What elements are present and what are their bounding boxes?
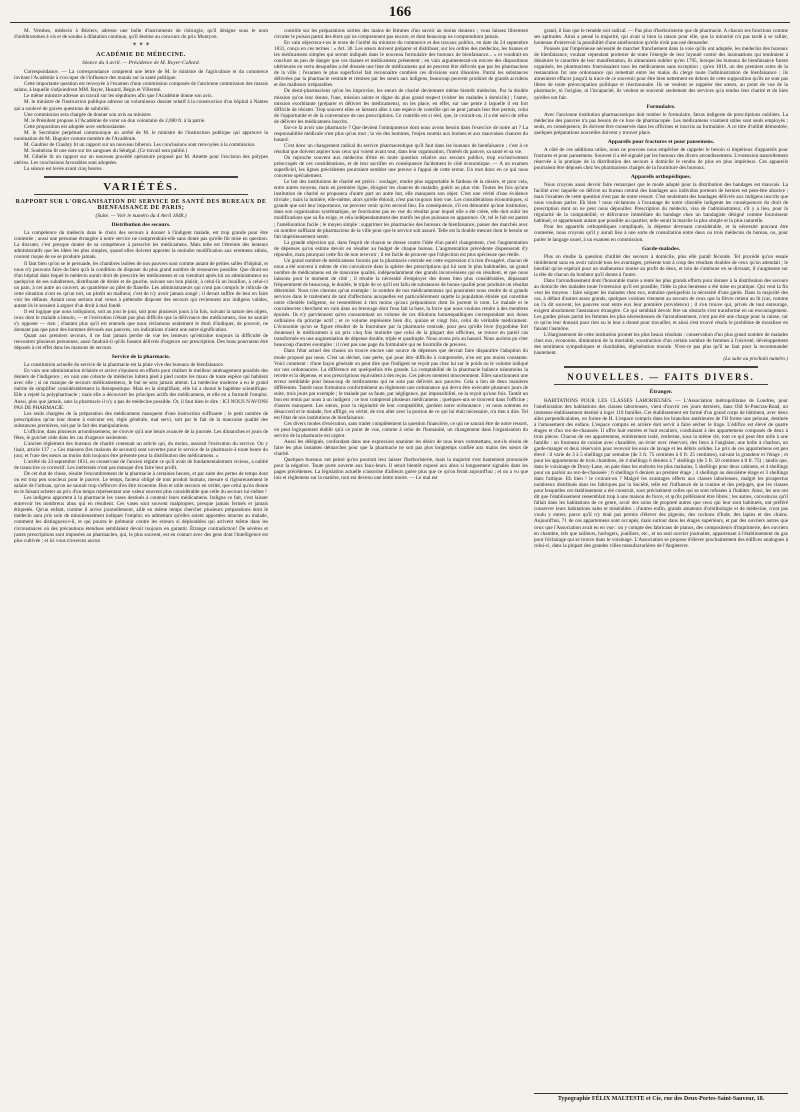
academy-para: M. Soubeiran lit une note sur les sangsues du Sénégal. (Ce travail sera publié.) bbox=[24, 147, 188, 154]
academy-session: Séance du 4 avril. — Présidence de M. Royer-Collard. bbox=[82, 60, 200, 67]
academy-para: Cette importante question est renvoyée à l'examen d'une commission composée de l'ancienne commission des marais salans, à laquelle s'adjoindront MM. Rayer, Huzard, Bégin et Villermé. bbox=[14, 81, 268, 94]
academy-para: M. le Secrétaire perpétuel communique un arrêté de M. le ministre de l'instruction publique qui approuve la nomination de M. Huguier comme membre de l'Académie. bbox=[14, 129, 268, 142]
academy-title: ACADÉMIE DE MÉDECINE. bbox=[96, 52, 186, 59]
ortho-para: Nous croyons aussi devoir faire remarquer que le mode adopté pour la distribution des bandages est mauvais. La facilité avec laquelle on délivre au bureau central des bandages aux individus porteurs de hernies est peut-être abusive ; mais l'examen de cette question n'est pas de notre ressort. C'est seulement des bandages délivrés aux indigens inscrits que nous voulons parler. Eh bien ! nous réclamons à l'avantage de notre clientèle indigente les conséquences du droit de prescription dont on ne peut nous dépouiller. Prescription du médecin, visa de l'administrateur, s'il y a lieu, pour la régularité de la comptabilité, et délivrance immédiate du bandage chez un bandagiste désigné comme fournisseur habituel, et appartenant autant que possible au quartier, telle serait la marche la plus simple et la plus naturelle. bbox=[534, 182, 788, 225]
body-para: Ces divers modes d'exécution, sans traiter complètement la question financière, ce qui ne saurait être de notre ressort, on peut logiquement établir qu'à ce point de vue, comme à celui de l'humanité, un changement dans l'organisation du service de la pharmacie est urgent. bbox=[274, 421, 528, 440]
body-para: grand, il faut que le remède soit radical. — Pas plus d'herboristerie que de pharmacie. A chacun ses fonctions comme ses aptitudes. Ainsi a pensé la majorité, qui avait si bien la raison pour elle, que la minorité n'a pas tardé à se rallier, honteuse d'entrevoir la possibilité d'une amélioration qu'elle n'eût pas osé demander. bbox=[534, 28, 788, 47]
ortho-title: Appareils orthopédiques. bbox=[630, 174, 692, 181]
continued-note: (La suite au prochain numéro.) bbox=[723, 356, 788, 363]
etranger-title: Étranger. bbox=[649, 389, 673, 396]
distribution-para: La compétence du médecin dans le choix des secours à donner à l'indigent malade, est trop grande pour être contestée ; aussi une personne étrangère à notre service ne comprendrait-elle sans doute pas qu'elle fût mise en question. La discuter, c'est presque douter de sa compétence à prescrire les médicamens. Mais telle est l'étreinte des lenteurs administratifs que les idées les plus simples, quand elles doivent apporter la moindre modification aux erremens admis, courent risque de ne se produire jamais. bbox=[14, 230, 268, 261]
pharmacy-para: La constitution actuelle du service de la pharmacie est la plaie vive des bureaux de bienfaisance. bbox=[24, 362, 224, 369]
body-para: La grande objection qui, dans l'esprit de chacun se dresse contre l'idée d'un pareil changement, c'est l'augmentation de dépenses qu'on estime devoir en résulter au budget de chaque bureau. L'augmentation précédente dispenserait d'y répondre, mais pourquoi cette fin de non recevoir ; il est facile de prouver que l'objection est plus spécieuse que réelle. bbox=[274, 239, 528, 258]
garde-para: L'élargissement de cette institution promet les plus beaux résultats : conservation d'un plus grand nombre de malades chez eux, économie, diminution de la mortalité, soustraction d'un certain nombre de femmes à l'oisiveté, développement des sentimens sympathiques et charitables, régénération morale. N'est-ce pas plus qu'il ne faut pour la recommander hautement. bbox=[534, 332, 788, 357]
ortho-para: Pour les appareils orthopédiques compliqués, la dépense devenant considérable, et la nécessité pouvant être contestée, nous croyons qu'il y aurait lieu à une sorte de consultation entre deux ou trois médecins du bureau, ou, pour parler le langage usuel, à un examen en commission. bbox=[534, 224, 788, 243]
habitations-para: HABITATIONS POUR LES CLASSES LABORIEUSES. — L'Association métropolitaine de Londres, pour l'amélioration des habitations des classes laborieuses, vient d'ouvrir ces jours derniers, dans Old St-Pancras-Road, un immense établissement destiné à loger 110 familles. Cet établissement est formé d'un grand corps de bâtiment, avec deux ailes perpendiculaires, en forme de H. L'espace compris dans les branches antérieures de l'H forme une pelouse, destinée à l'amusement des enfans. L'espace compris en arrière doit servir à faire sécher le linge. L'édifice est élevé de quatre étages et d'un rez-de-chaussée. Il offre huit entrées et huit escaliers, conduisant à des appartemens composés de deux à trois pièces. Chacun de ces appartemens, entièrement isolé, renferme, sous la même clé, tout ce qui peut être utile à une famille : un fourneau de cuisine avec chaudière, un évier avec réservoir, des lieux à l'anglaise, une boîte à charbon, un garde-manger et deux réservoirs pour recevoir les eaux de lavage et les débris solides. Le prix de ces appartemens est peu élevé : il varie de 3 à 5 shellings par semaine (de 3 fr. 75 centimes à 6 fr. 25 centimes), suivant la grandeur et l'étage ; et pour les appartemens de trois chambres, de 4 shellings 6 deniers à 7 shellings (de 5 fr. 50 centimes à 8 fr. 75) ; tandis que, dans le voisinage de Drury-Lane, on paie dans les endroits les plus malsains, 5 shellings pour deux cabinets, et 4 shellings pour un parloir au rez-de-chaussée ; 6 shellings 6 deniers au premier étage ; 4 shellings au deuxième étage et 3 shellings dans l'attique. Eh bien ! le croirait-on ? Malgré les avantages offerts aux classes laborieuses, malgré les prospectus nombreux distribués dans les fabriques par la Société, telle est l'influence de la routine et des préjugés, que les classes pour lesquelles cet établissement a été construit, sont précisément celles qui se sont refusées à l'habiter. Ainsi, les uns ont dit que l'établissement ressemblait trop à une maison de force, et qu'ils préféraient être libres ; les autres, convaincus qu'il fallait dans les habitations de ce genre, avoir des soins de propreté autres que ceux qui leur sont habituels, ont préféré conserver leurs habitations sales et misérables ; d'autres enfin, grands amateurs d'ornithologie et de médecine, n'ont pas voulu y entrer, parce qu'il n'y était pas permis d'élever des pigeons, des cochons d'Inde, des lapins et des chiens. Aujourd'hui, 71 de ces appartemens sont occupés, mais surtout dans les étages supérieurs, et par des ouvriers autres que ceux que l'Association avait eu en vue : on y compte des fabricans de pianos, des compositeurs d'imprimerie, des ouvriers en chambre, tels que tailleurs, horlogers, joailliers, etc., et un seul ouvrier journalier, appartenant à l'établissement du gaz pour l'éclairage qui se trouve dans le voisinage. L'Association se propose d'élever prochainement des édifices analogues à celui-ci, dans la plupart des grandes villes manufacturières de l'Angleterre. bbox=[534, 397, 788, 549]
academy-para: Cette proposition est adoptée avec enthousiasme. bbox=[24, 123, 126, 130]
pharmacy-para: Les seuls chargées de la préparation des médicamens manquent d'une instruction suffisante ; le petit nombre de prescriptions qu'on leur donne à exécuter est, règle générale, mal servi, soit par le fait de la mauvaise qualité des substances premières, soit par le fait des manipulations. bbox=[14, 410, 268, 429]
academy-para: La séance est levée avant cinq heures. bbox=[24, 165, 103, 172]
body-para: De demi-pharmaciens qu'on les improvise, les sœurs de charité deviennent même bientôt médecins. Par la double mission qu'on leur donne, l'une, mission sainte et digne du plus grand respect (visiter les malades à domicile) ; l'autre, mission exorbitante (préparer et délivrer les médicamens), on les place, en effet, sur une pente à laquelle il est fort difficile de résister. Trop souvent elles se laissent aller à une espèce de contrôle qui ne peut jamais leur être permis, celui de l'opportunité et de la convenance de nos prescriptions. Ce contrôle est si réel, que, le croirait-on, il a été suivi de refus de délivrer les médicamens inscrits. bbox=[274, 88, 528, 125]
pharmacy-para: L'arrêté du 24 septembre 1831, en conservant de l'ancien régime ce qu'il avait de fondamentalement vicieux, a oublié de transcrire ce correctif. Les intéressés n'ont pas manqué d'en faire leur profit. bbox=[14, 459, 268, 472]
page-number: 166 bbox=[388, 4, 412, 20]
body-para: Quelques bureaux ont pensé qu'on pourrait leur laisser l'herboristerie, mais la majorité s'est hautement prononcée pour la négative. Toute porte ouverte aux faux-leurs. Il serait bientôt exposé aux abus si longuement signalés dans les pages précédentes. La législation actuelle n'autorise d'ailleurs guère plus que ce qu'on ferait aujourd'hui ; et on a vu que lois et règlemens sur la matière, tout est devenu une lettre morte. — Le mal est bbox=[274, 457, 528, 482]
body-para: Dans l'état actuel des choses on trouve encore une source de dépenses que devrait faire disparaître l'adoption du mode proposé par nous. C'est un déchet, une perte, qui pour être difficile à comprendre, n'en est pas moins constante. Voici comment : d'une façon générale on peut dire que l'indigent ne reçoit pas chez lui sur le poids ou le volume indiqué sur nos ordonnances. La différence est quelquefois très grande. La comptabilité de la pharmacie balance néanmoins la recette et la dépense, et nos prescriptions équivalent à des reçus. Ces pièces mentent innocemment. Elles sanctionnent une erreur semblable pour beaucoup de médicamens qui ne sont pas délivrés aux pauvres. Cela a lieu de deux manières différentes. Tantôt nous formulons conformément au règlement une ordonnance qui devra être exécutée plusieurs jours de suite, trois jours par exemple ; le malade par sa faute, par négligence, par impossibilité, ne la reçoit qu'une fois. Tantôt un bon est remis par nous à un indigent ; ce bon comprend plusieurs médicamens ; quelques-uns se trouvent dans l'officine ; d'autres manquent. Les sœurs, pour la régularité de leur comptabilité, gardent notre ordonnance ; et nous sommes en désaccord et le malade, fort affligé, en vérité, de s'en aller avec la portion de ce qui lui était nécessaire, n'a rien à dire. Tel est l'état de nos institutions de bienfaisance. bbox=[274, 348, 528, 421]
academy-para: M. Gaultier de Claubry lit un rapport sur un nouveau biberon. Les conclusions sont renvoyées à la commission. bbox=[24, 141, 256, 148]
column-2 bbox=[274, 28, 528, 1098]
garde-title: Garde-malades. bbox=[641, 245, 681, 252]
distribution-para: Il est logique que nous indiquions, soit au jour le jour, soit pour plusieurs jours à la fois, suivant la nature des objets, ceux dont le malade a besoin, — et l'exécution n'étant pas plus difficile que la délivrance des médicamens, rien ne saurait s'y opposer — rien ; d'autant plus qu'il est entendu que nous réclamons seulement le droit d'indiquer, de pouvoir, ne donnant pas que pour des hommes dévoués aux pauvres, ces indications n'aient une autre signification. bbox=[14, 308, 268, 334]
distribution-para: Quant aux premiers secours, il ne faut jamais perdre de vue les lenteurs qu'entraîne toujours la difficulté de rencontrer plusieurs personnes; aussi faudrait-il qu'ils fussent délivrés d'urgence sur prescription. Des bons pourraient être déposés à cet effet dans les maisons de secours. bbox=[14, 333, 268, 352]
report-subtitle: (Suite. — Voir le numéro du 4 Avril 1848.) bbox=[95, 213, 187, 220]
distribution-para: Il faut bien qu'on se le persuade, les chambres isolées de nos pauvres sont comme autant de petites salles d'hôpital, et nous n'y pouvons faire du bien qu'à la condition de disposer du plus grand nombre de ressources possible. Que dirait-on d'un hôpital dans lequel le médecin aurait droit de prescrire les médicamens et où viendrait après lui un administrateur ou quelqu'un de ses subalternes, distribuant de droite et de gauche, suivant son bon plaisir, à celui-là un bouillon, à celui-ci un pain, à cet autre un couvert, au quatrième un pilet de flanelle. Les administrateurs qui n'ont pas compris le ridicule de cette situation n'ont eu qu'un tort, un plutôt un malheur, c'est de n'y avoir jamais songé ; il devait suffire de leur en faire voir les défauts. Autant nous serions mal venus à prétendre disposer des secours qui reviennent aux indigens valides, autant ils le seraient à arguer d'un droit à mal fondé. bbox=[14, 260, 268, 309]
academy-para: Le même ministre adresse un travail sur les sépultures afin que l'Académie donne son avis. bbox=[24, 93, 213, 100]
academy-para: M. le ministre de l'instruction publique adresse un volumineux dossier relatif à la construction d'un hôpital à Nantes qui a soulevé de graves questions de salubrité. bbox=[14, 99, 268, 112]
section-divider bbox=[34, 194, 248, 195]
body-para: Un grand nombre de médicamens fournis par la pharmacie centrale est cette expression n'a rien d'exagéré, chacun de nous a été souvent à même de s'en convaincre dans la sphère des prescriptions qui lui sont le plus habituelles, un grand nombre de médicamens est de mauvaise qualité, indépendamment des grands inconvéniens qui en résultent, et que nous laissons pour le moment de côté ; il résulte la nécessité d'employer des doses bien plus considérables, dépassant fréquemment de beaucoup, le double, le triple de ce qu'il est fallu de substances de bonne qualité pour produire un résultat déterminé. Nous n'en citerons qu'un exemple : le nombre de nos médicamentaux qui pourraient nous rendre de si grands services dans le traitement de tant d'affections auxquelles est particulièrement sujette la population étiolée qui constitue notre clientèle indigente, ne ressemblent à rien moins qu'aux préparations dont ils portent le nom. Le malade et le convalescent cherchent en vain dans un breuvage dont l'eau fait la base, la force que nous voulons rendre à des membres épuisés. Ils n'y parviennent qu'en consommant un volume de ces dilutions homæopathiques correspondant aux doses ordinaires du principe actif ; et ce volume représente bien dix, quinze et vingt fois, celui du véritable médicament. L'économie qu'on se figure résulter de la fourniture par la pharmacie centrale, pour peu qu'elle livre (hypothèse fort douteuse) le médicament à un prix cinq fois moindre que celui de la plupart des officines, se trouve en pareil cas transformée en une augmentation de dépense double, triple et quadruple. Nous avons pris au hasard. Nous aurions pu citer beaucoup d'autres exemples : il n'est pas une page du formulaire qui ne fourmille de preuves. bbox=[274, 257, 528, 349]
body-para: C'est donc un changement radical du service pharmaceutique qu'il faut dans les bureaux de bienfaisance ; c'est à ce résultat que doivent aspirer tous ceux qui voient avant tout, dans leur organisation, l'intérêt du pauvre, sa santé et sa vie. bbox=[274, 142, 528, 155]
top-rule bbox=[10, 22, 790, 23]
pharmacy-para: De cet état de chose, résulte l'encombrement de la pharmacie à certaines heures, et par suite des pertes de temps dont on est trop peu soucieux pour le pauvre. Le temps, facteur obligé de tout produit humain, mesure si rigoureusement le salaire de l'artisan, qu'on ne saurait trop s'efforcer d'en être économe. Bon et utile secours en vérité, que celui qu'on donne en le faisant acheter au prix d'un temps représentant une valeur souvent plus considérable que celle du secours lui-même ! bbox=[14, 471, 268, 496]
distribution-title: Distribution des secours. bbox=[111, 222, 171, 229]
pharmacy-para: Les indigens apportent à la pharmacie les vases destinés à contenir leurs médicamens. Indigne ce fait, c'est laisser entrevoir les nombreux abus qui en résultent. Ces vases sont souvent malpropres, presque jamais fermés et jamais étiquetés. Qu'un enfant, comme il arrive journellement, aille en même temps chercher plusieurs préparations dont le médecin aura pris soin de minutieusement indiquer l'emploi; en admettant qu'elles soient apportées intactes au malade, comment les distinguera-t-il, et qui pourra le prémunir contre les erreurs si déplorables qui arrivent même dans les circonstances où des précautions étendues semblaient devoir toujours en garantir. Étrange contradiction! De sévères et justes prescriptions sont imposées au pharmacien, qui, le plus souvent, est en contact avec des gens dont l'intelligence est plus cultivée ; et ici vous n'exercez aucun bbox=[14, 495, 268, 544]
garde-para: Plus on étudie la question d'utilité des secours à domicile, plus elle paraît féconde. Tel procédé qu'on essaie timidement sans en avoir calculé tous les avantages, présente tout à coup des résultats doubles de ceux qu'on attendait ; le bienfait qu'on espérait pour un malheureux tourne au profit de deux, et loin de s'atténuer en se divisant, il s'augmente sur la tête de chacun du bonheur qu'il donne à l'autre. bbox=[534, 253, 788, 278]
section-divider bbox=[564, 366, 758, 368]
pharmacy-para: En vain une administration éclairée et active s'épuisera en efforts pour réaliser le meilleur aménagement possible des deniers de l'indigence ; en vain une cohorte de médecins luttera pied à pied contre les maux de toute espèce qui habitent avec elle ; si on manque de secours médicamenteux, le but ne sera jamais atteint. La médecine moderne a eu le grand mérite de simplifier considérablement la thérapeutique. Mais en la simplifiant, elle lui a donné le baptême scientifique. Elle a rejeté la polypharmacie ; mais elle a découvert les principes actifs des médicamens, et elle en a formulé l'emploi. Aussi, plus que jamais, sans la pharmacie il n'y a pas de médecine possible. Or, il faut bien le dire : ICI NOUS N'AVONS PAS DE PHARMACIE. bbox=[14, 368, 268, 411]
academy-para: Correspondance. — La correspondance comprend une lettre de M. le ministre de l'agriculture et du commerce invitant l'Académie à s'occuper de l'influence des marais sur la santé publique. bbox=[14, 69, 268, 82]
pharmacy-para: L'officine, dans plusieurs arrondissemens, ne s'ouvre qu'à une heure avancée de la journée. Les dimanches et jours de fêtes, le guichet cède dans les cas d'urgence seulement. bbox=[14, 428, 268, 441]
academy-para: M. le Président propose à l'Académie de voter un don volontaire de 2,000 fr. à la patrie. bbox=[24, 117, 206, 124]
ornament-divider: ⁕ ⁕ ⁕ bbox=[131, 42, 151, 49]
nouvelles-title: NOUVELLES. — FAITS DIVERS. bbox=[567, 372, 755, 383]
appareils-title: Appareils pour fractures et pour pansemens. bbox=[607, 138, 715, 145]
body-para: Aussi les délégués, confondant dans une expression unanime les désirs de tous leurs commettans, ont-ils résolu de faire les plus instantes démarches pour que la pharmacie ne soit pas plus longtemps confiée aux mains des sœurs de charité. bbox=[274, 439, 528, 458]
pharmacy-title: Service de la pharmacie. bbox=[111, 354, 171, 361]
body-para: Est-ce là avoir une pharmacie ? Que devient l'omnipotence dont nous avons besoin dans l'exercice de notre art ? La responsabilité médicale n'est plus qu'un mot ; la vie des hommes, l'enjeu soumis aux bonnes et aux mauvaises chances du hasard. bbox=[274, 124, 528, 143]
body-para: En vain objectera-t-on le texte de l'arrêté du ministre du commerce et des travaux publics, en date du 24 septembre 1831, conçu en ces termes : « Art. 30. Les sœurs doivent préparer et distribuer, sur les ordres des médecins, les tisanes et les médicamens simples qui seront indiqués dans le nouveau formulaire des bureaux de bienfaisance... » et voudrait-on conclure au peu de danger que ces tisanes et médicamens présentent ; en vain argumenterait-on encore des dispositions ultérieures en vertu desquelles a été dressée une liste de médicamens qui ne peuvent être délivrés que par les pharmaciens de la ville ; l'examen le plus superficiel fait reconnaître combien ces divisions sont illusoires. Parmi les substances délivrées par la pharmacie centrale et remises par les sœurs aux indigens, beaucoup peuvent produire de grands accidens et des malheurs irréparables. bbox=[274, 40, 528, 89]
formulaire-para: Avec l'ancienne institution pharmaceutique doit tomber le formulaire, fatras indigeste de prescriptions oubliées. La médecine des pauvres n'a pas besoin de ce luxe de pharmacopée. Les médicamens vraiment utiles sont seuls employés ; seuls, en conséquence, ils doivent être conservés dans les officines et inscrits au formulaire. A ce titre d'utilité démontrée, quelques préparations nouvelles doivent y trouver place. bbox=[534, 111, 788, 136]
body-para: Poussés par l'impérieuse nécessité de marcher franchement dans la voie qu'ils ont adoptée, les médecins des bureaux de bienfaisance, voulant cependant protester de toute l'énergie de leur loyauté contre des insinuations qui tendraient à dénaturer le caractère de leur manifestation, ils aimeraient oublier qu'en 1795, lorsque les bureaux de bienfaisance furent organisés, les pharmaciens fournissaient tous les médicamens sans exception ; qu'en 1816, un des premiers actes de la restauration fut une ordonnance qui remettait entre les mains du clergé toute l'administration de bienfaisance ; ils aimeraient effacer jusqu'à la trace de ce souvenir pour être bien nettement en dehors de cette supposition qu'ils ne sont pas libres de toute préoccupation politique et réactionnaire. Ils ne veulent se rappeler des sœurs, au point de vue de la pharmacie, ni l'origine, ni l'incapacité, ils veulent se souvenir seulement des services qu'a rendus leur charité et du bien qu'elles ont fait. bbox=[534, 46, 788, 101]
academy-para: M. Gibelle lit un rapport sur un nouveau procédé opératoire proposé par M. Amette pour l'excision des polypes utérins. Les conclusions favorables sont adoptées. bbox=[14, 153, 268, 166]
body-para: On reproche souvent aux médecins d'être en toute question relative aux secours publics, trop exclusivement préoccupés de ces considérations, et de leur sacrifier en conséquence facilement le côté économique. — A un examen superficiel, les lignes précédentes pourraient sembler une preuve à l'appui de cette erreur. Un mot donc en ce qui nous concerne spécialement. bbox=[274, 154, 528, 180]
academy-para: Une commission sera chargée de donner son avis au ministre. bbox=[24, 111, 152, 118]
formulaire-title: Formulaire. bbox=[646, 103, 676, 110]
printer-imprint: Typographie FÉLIX MALTESTE et Cie, rue des Deux-Portes-Saint-Sauveur, 18. bbox=[534, 1093, 788, 1102]
varietes-title: VARIÉTÉS. bbox=[103, 181, 179, 194]
body-para: Le but des institutions de charité est précis : soulager, rendre plus supportable le fardeau de la misère, et pour cela, entre autres moyens, mais en première ligne, éloigner les chances de maladie, guérir au plus vite. Toutes les fois qu'une institution de charité se proposera d'autre part un autre but, elle manquera son objet. C'est une vérité d'une évidence triviale ; mais la lumière, elle-même, alors qu'elle éblouit, n'est pas toujours bien vue. Les considérations économiques, si grande que soit leur importance, ne peuvent venir qu'en second lieu. En conséquence, s'il est démontré qu'une institution, dans son organisation systématique, ne fonctionne pas en vue du résultat pour lequel elle a été créée, elle doit subir les modifications que sa fin exige, et cela indépendamment des motifs les plus puissans en apparence. Or, tel le fait est patent ; l'amélioration facile ; le moyen simple : supprimer les pharmacies des bureaux de bienfaisance, passer des marchés avec un nombre suffisant de pharmaciens de la ville pour que le service soit assuré. Telle est la double mesure dont le besoin se fait impérieusement sentir. bbox=[274, 179, 528, 240]
section-divider bbox=[44, 176, 238, 178]
column-1 bbox=[14, 28, 268, 1098]
appareils-para: A côté de ces additions utiles, nous ne pouvons nous empêcher de rappeler le besoin si impérieux d'appareils pour fractures et pour pansemens. Souvent il a été signalé par les bureaux des divers arrondissemens. L'extension naturellement réservée à la pratique de la distribution des secours à domicile le rendra de plus en plus impérieux. Ces appareils pourraient être déposés chez les pharmaciens chargés de la fourniture des bureaux. bbox=[534, 146, 788, 171]
garde-para: Dans l'arrondissement dont l'honorable maire a tenté les plus grands efforts pour donner à la distribution des secours au domicile des malades toute l'extension qu'il est possible, l'idée la plus heureuse a été mise en pratique. Qui veut la fin veut les moyens : faire soigner les malades chez eux, entraîne quelquefois la nécessité d'une garde. Dans la majorité des cas, à défaut d'autres assez grands, quelques voisines viennent au secours de ceux que la fièvre retient au lit (car, comme on l'a dit souvent, les pauvres sont entre eux leur première providence) ; il s'en trouve qui, privés de tout entourage, exigent absolument l'assistance étrangère. Ce qui semblait devoir être un obstacle s'est transformé en un encouragement. Les gardes prises parmi les femmes les plus nécessiteuses de l'arrondissement, n'ont pas été une charge pour la caisse, car ce qu'on leur donnait pour rien ou le leur a donné pour travailler, et ainsi s'est trouvé résolu le problème de moraliser en faisant l'aumône. bbox=[534, 277, 788, 333]
report-title: RAPPORT SUR L'ORGANISATION DU SERVICE DE SANTÉ DES BUREAUX DE BIENFAISANCE DE PARIS; bbox=[15, 199, 267, 212]
opening-paragraph: M. Vernhes, médecin à Béziers, adresse une boîte d'instruments de chirurgie, qu'il désigne sous le nom d'uréthrotomes à vis et de sondes à dilatation continue, qu'il destine au concours du prix Montyon. bbox=[14, 28, 268, 41]
body-para: contrôle sur les préparations sorties des mains de femmes d'un savoir au moins douteux ; vous laissez librement circuler le poison parmi des êtres qui ne comprennent pas encore, et dont beaucoup ne comprendront jamais. bbox=[274, 28, 528, 41]
column-3 bbox=[534, 28, 788, 1098]
pharmacy-para: L'ancien règlement des bureaux de charité contenait un article qui, du moins, assurait l'exécution du service. On y lisait, article 137 : « Ces maisons (les maisons de secours) sont ouvertes pour le service de la pharmacie à toute heure du jour, et l'une des sœurs au moins doit toujours être présente pour la distribution des médicamens. » bbox=[14, 440, 268, 459]
section-divider bbox=[554, 384, 768, 385]
